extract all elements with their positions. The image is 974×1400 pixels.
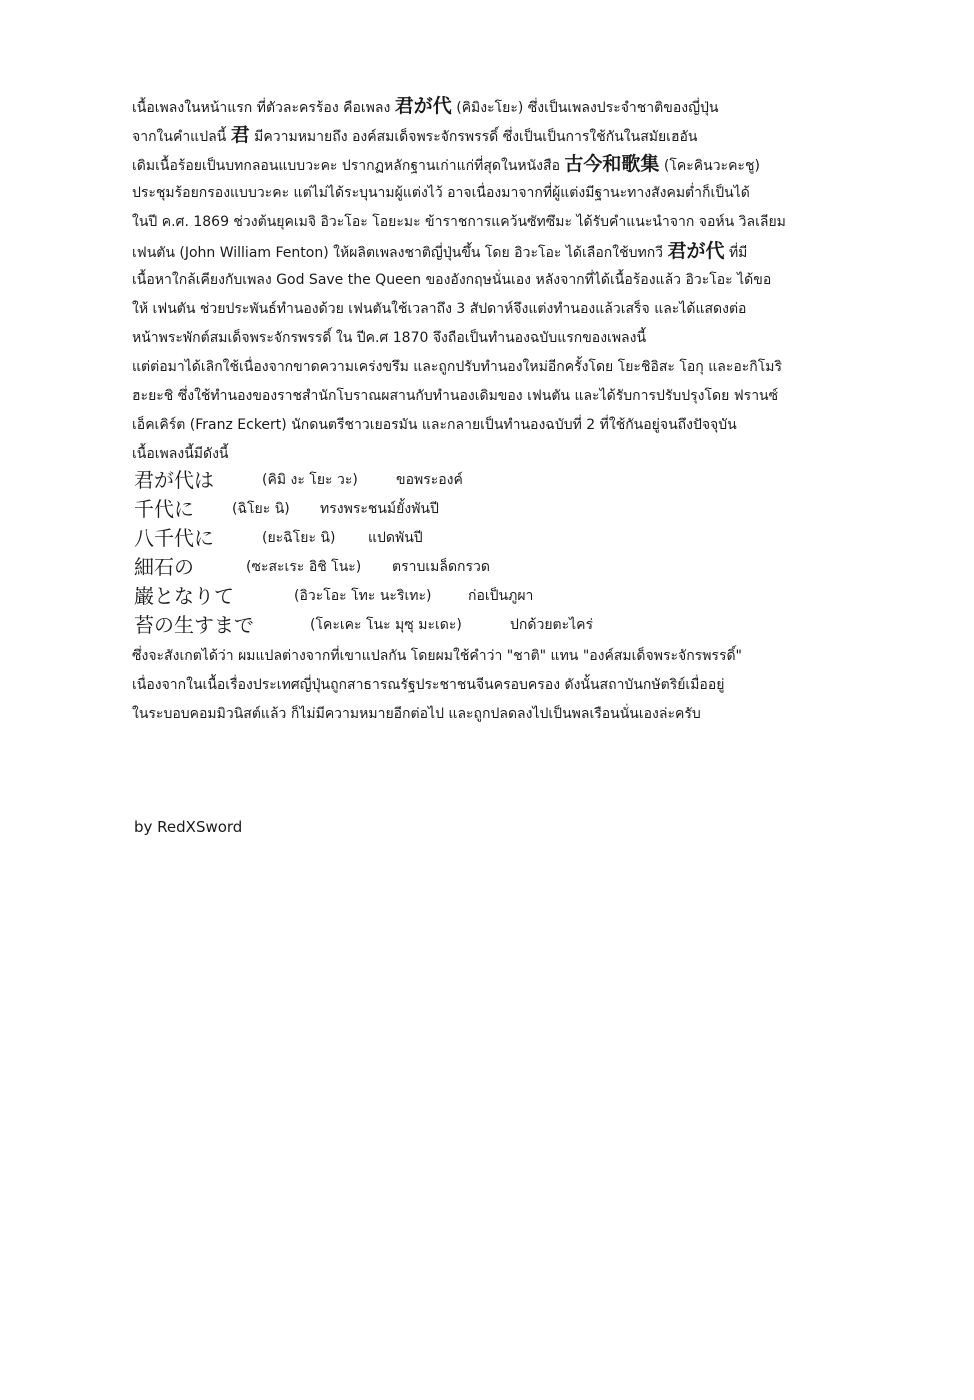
paragraph-line: ฮะยะชิ ซึ่งใช้ทำนองของราชสำนักโบราณผสานกับทำนองเดิมของ เฟนตัน และได้รับการปรับปรุงโดย ฟรานซ์ <box>132 388 779 404</box>
lyric-reading: (ยะฉิโยะ นิ) <box>262 530 336 546</box>
lyric-japanese: 八千代に <box>134 526 214 550</box>
lyric-line <box>134 582 594 611</box>
lyric-line <box>134 466 594 495</box>
paragraph-line: ซึ่งจะสังเกตได้ว่า ผมแปลต่างจากที่เขาแปลกัน โดยผมใช้คำว่า "ชาติ" แทน "องค์สมเด็จพระจักรพรรดิ์" <box>132 648 742 664</box>
lyric-meaning: ตราบเมล็ดกรวด <box>392 559 490 575</box>
paragraph-line: เฟนตัน (John William Fenton) ให้ผลิตเพลงชาติญี่ปุ่นขึ้น โดย อิวะโอะ ได้เลือกใช้บทกวี 君が代 ที่มี <box>132 240 748 262</box>
paragraph-line: ประชุมร้อยกรองแบบวะคะ แต่ไม่ได้ระบุนามผู้แต่งไว้ อาจเนื่องมาจากที่ผู้แต่งมีฐานะทางสังคมต่ำก็เป็นได้ <box>132 185 750 201</box>
lyric-line <box>134 524 594 553</box>
lyric-reading: (อิวะโอะ โทะ นะริเทะ) <box>294 588 432 604</box>
lyric-japanese: 巌となりて <box>134 584 234 608</box>
paragraph-line: เนื้อหาใกล้เคียงกับเพลง God Save the Queen ของอังกฤษนั่นเอง หลังจากที่ได้เนื้อร้องแล้ว อิวะโอะ ได้ขอ <box>132 272 772 288</box>
paragraph-line: ในปี ค.ศ. 1869 ช่วงต้นยุคเมจิ อิวะโอะ โอยะมะ ข้าราชการแคว้นซัทซึมะ ได้รับคำแนะนำจาก จอห์น วิลเลียม <box>132 214 786 230</box>
author-signature: by RedXSword <box>134 818 243 836</box>
kanji-term: 君が代 <box>394 95 452 117</box>
lyric-meaning: ปกด้วยตะไคร่ <box>510 617 594 633</box>
paragraph-line: ในระบอบคอมมิวนิสต์แล้ว ก็ไม่มีความหมายอีกต่อไป และถูกปลดลงไปเป็นพลเรือนนั่นเองล่ะครับ <box>132 706 701 722</box>
paragraph-line: เอ็คเคิร์ต (Franz Eckert) นักดนตรีชาวเยอรมัน และกลายเป็นทำนองฉบับที่ 2 ที่ใช้กันอยู่จนถึงปัจจุบัน <box>132 417 737 433</box>
lyric-japanese: 苔の生すまで <box>134 613 254 637</box>
paragraph-line: เนื่องจากในเนื้อเรื่องประเทศญี่ปุ่นถูกสาธารณรัฐประชาชนจีนครอบครอง ดังนั้นสถาบันกษัตริย์เมื่ออยู่ <box>132 677 725 693</box>
lyric-line <box>134 553 594 582</box>
kanji-term: 君が代 <box>667 240 725 262</box>
kanji-term: 君 <box>230 124 250 146</box>
paragraph-line: หน้าพระพักต์สมเด็จพระจักรพรรดิ์ ใน ปีค.ศ 1870 จึงถือเป็นทำนองฉบับแรกของเพลงนี้ <box>132 330 647 346</box>
lyric-reading: (ซะสะเระ อิชิ โนะ) <box>246 559 362 575</box>
paragraph-line: แต่ต่อมาได้เลิกใช้เนื่องจากขาดความเคร่งขรึม และถูกปรับทำนองใหม่อีกครั้งโดย โยะชิอิสะ โอกุ และอะกิโมริ <box>132 359 783 375</box>
lyric-meaning: ทรงพระชนม์ยั้งพันปี <box>320 501 439 517</box>
lyric-line <box>134 611 634 640</box>
lyric-japanese: 細石の <box>134 555 194 579</box>
lyric-reading: (คิมิ งะ โยะ วะ) <box>262 472 358 488</box>
paragraph-line: เดิมเนื้อร้อยเป็นบทกลอนแบบวะคะ ปรากฏหลักฐานเก่าแก่ที่สุดในหนังสือ 古今和歌集 (โคะคินวะคะชู) <box>132 153 760 175</box>
lyric-japanese: 千代に <box>134 497 194 521</box>
lyric-japanese: 君が代は <box>134 468 214 492</box>
paragraph-line: ให้ เฟนตัน ช่วยประพันธ์ทำนองด้วย เฟนตันใช้เวลาถึง 3 สัปดาห์จึงแต่งทำนองแล้วเสร็จ และได้แสดงต่อ <box>132 301 747 317</box>
lyric-meaning: ขอพระองค์ <box>396 472 463 488</box>
lyric-meaning: แปดพันปี <box>368 530 423 546</box>
kanji-term: 古今和歌集 <box>564 153 660 175</box>
lyric-reading: (โคะเคะ โนะ มุซุ มะเดะ) <box>310 617 462 633</box>
paragraph-line: เนื้อเพลงในหน้าแรก ที่ตัวละครร้อง คือเพลง 君が代 (คิมิงะโยะ) ซึ่งเป็นเพลงประจำชาติของญี่ปุ่น <box>132 95 719 117</box>
lyric-reading: (ฉิโยะ นิ) <box>232 501 290 517</box>
paragraph-line: จากในคำแปลนี้ 君 มีความหมายถึง องค์สมเด็จพระจักรพรรดิ์ ซึ่งเป็นเป็นการใช้กันในสมัยเฮอัน <box>132 124 698 146</box>
lyric-meaning: ก่อเป็นภูผา <box>468 588 534 604</box>
paragraph-line: เนื้อเพลงนี้มีดังนี้ <box>132 446 229 462</box>
lyric-line <box>134 495 594 524</box>
